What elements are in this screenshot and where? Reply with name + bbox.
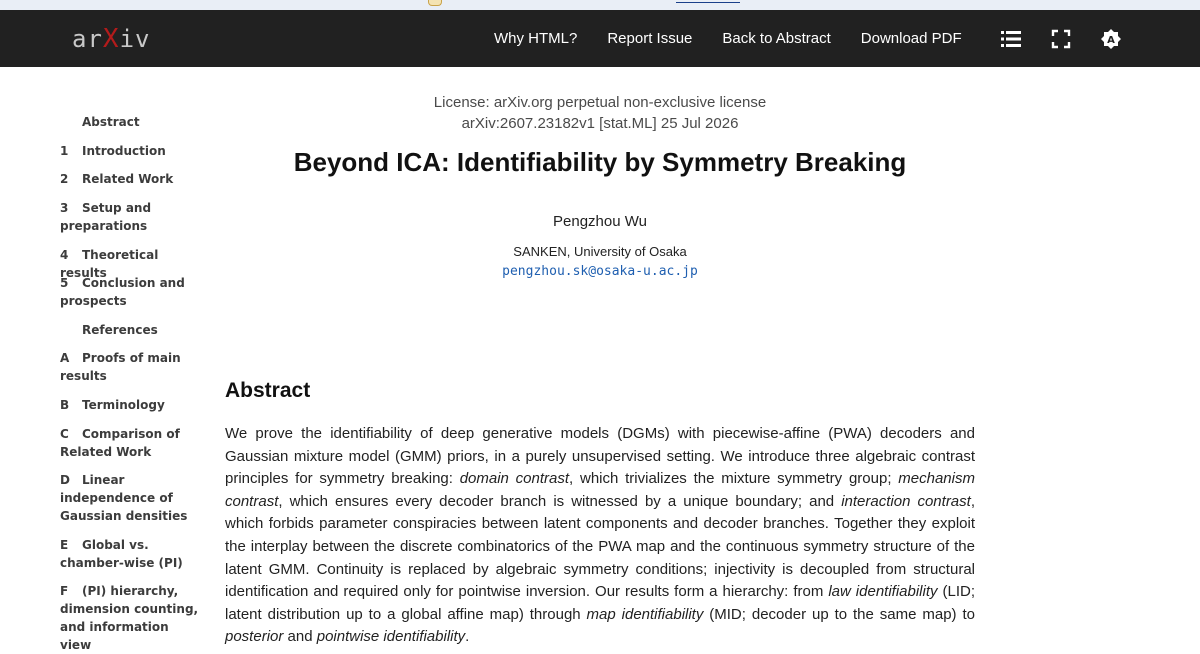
paper-content: [210, 67, 1200, 646]
abstract-emphasis: posterior: [225, 628, 284, 646]
report-issue-link[interactable]: Report Issue: [607, 30, 693, 47]
toc-item-appendix-e[interactable]: E Global vs. chamber-wise (PI): [60, 538, 183, 570]
download-pdf-link[interactable]: Download PDF: [860, 30, 962, 47]
abstract-segment: and: [283, 628, 317, 646]
table-of-contents: [0, 67, 210, 652]
abstract-heading: Abstract: [225, 379, 311, 402]
toc-item-appendix-a[interactable]: A Proofs of main results: [60, 351, 181, 383]
tab-favicon-icon: [428, 0, 442, 6]
abstract-segment: We prove the identifiability of deep generative models (DGMs) with piecewise-affine (PWA) decoders and Gaussian mixture model (GMM) priors, in a purely unsupervised setting. We introduce three algebraic contrast principles for symmetry breaking:: [225, 425, 975, 488]
arxiv-identifier: arXiv:2607.23182v1 [stat.ML] 25 Jul 2026: [461, 115, 739, 132]
toc-item-setup[interactable]: 3 Setup and preparations: [60, 201, 152, 233]
abstract-segment: (LID; latent distribution up to a global affine map) through: [225, 583, 975, 623]
abstract-emphasis: domain contrast: [459, 470, 570, 488]
paper-title: Beyond ICA: Identifiability by Symmetry Breaking: [293, 147, 907, 177]
arxiv-navbar: [0, 10, 1200, 67]
abstract-segment: (MID; decoder up to the same map) to: [703, 605, 975, 623]
abstract-segment: , which forbids parameter conspiracies between latent components and decoder branches. Together they exploit the interplay between the discrete combinatorics of the PWA map and the continuous symmetry structure of the latent GMM. Continuity is replaced by algebraic symmetry conditions; injectivity is decoupled from structural identification and required only for pointwise inversion. Our results form a hierarchy: from: [225, 492, 975, 601]
svg-text:A: A: [1107, 34, 1115, 46]
abstract-segment: , which trivializes the mixture symmetry group;: [569, 470, 899, 488]
toc-item-references[interactable]: References: [82, 323, 158, 337]
abstract-emphasis: map identifiability: [586, 605, 704, 623]
theme-icon[interactable]: [1100, 28, 1122, 50]
abstract-emphasis: interaction contrast: [841, 492, 971, 510]
author-name: Pengzhou Wu: [553, 213, 647, 230]
list-icon[interactable]: [1000, 28, 1022, 50]
abstract-text: [225, 423, 975, 649]
toc-item-appendix-b[interactable]: B Terminology: [60, 398, 165, 412]
why-html-link[interactable]: Why HTML?: [494, 30, 578, 47]
nav-icons: [1000, 10, 1150, 67]
abstract-segment: , which ensures every decoder branch is witnessed by a unique boundary; and: [278, 492, 842, 510]
toc-item-abstract[interactable]: Abstract: [82, 115, 140, 129]
tab-underline: [676, 2, 740, 3]
nav-links: [494, 10, 992, 67]
toc-item-appendix-d[interactable]: D Linear independence of Gaussian densities: [60, 473, 188, 523]
abstract-segment: .: [465, 628, 470, 646]
toc-item-conclusion[interactable]: 5 Conclusion and prospects: [60, 276, 185, 308]
abstract-emphasis: law identifiability: [828, 583, 938, 601]
toc-item-related-work[interactable]: 2 Related Work: [60, 172, 174, 186]
fullscreen-icon[interactable]: [1050, 28, 1072, 50]
browser-top-strip: [0, 0, 1200, 10]
toc-item-appendix-f[interactable]: F (PI) hierarchy, dimension counting, and information view: [60, 584, 199, 652]
abstract-emphasis: mechanism contrast: [225, 470, 975, 510]
logo-x-mark: X: [102, 24, 120, 54]
author-affiliation: SANKEN, University of Osaka: [513, 244, 687, 259]
author-email[interactable]: pengzhou.sk@osaka-u.ac.jp: [502, 264, 698, 279]
logo-text-right: iv: [119, 25, 151, 53]
arxiv-logo[interactable]: [72, 24, 150, 54]
abstract-emphasis: pointwise identifiability: [316, 628, 466, 646]
toc-item-theoretical-results[interactable]: 4 Theoretical results: [60, 248, 159, 280]
license-text: License: arXiv.org perpetual non-exclusive license: [433, 94, 767, 111]
back-to-abstract-link[interactable]: Back to Abstract: [722, 30, 831, 47]
toc-item-appendix-c[interactable]: C Comparison of Related Work: [60, 427, 180, 459]
logo-text-left: ar: [72, 25, 103, 53]
toc-item-introduction[interactable]: 1 Introduction: [60, 144, 166, 158]
paper-license-block: [210, 92, 990, 134]
